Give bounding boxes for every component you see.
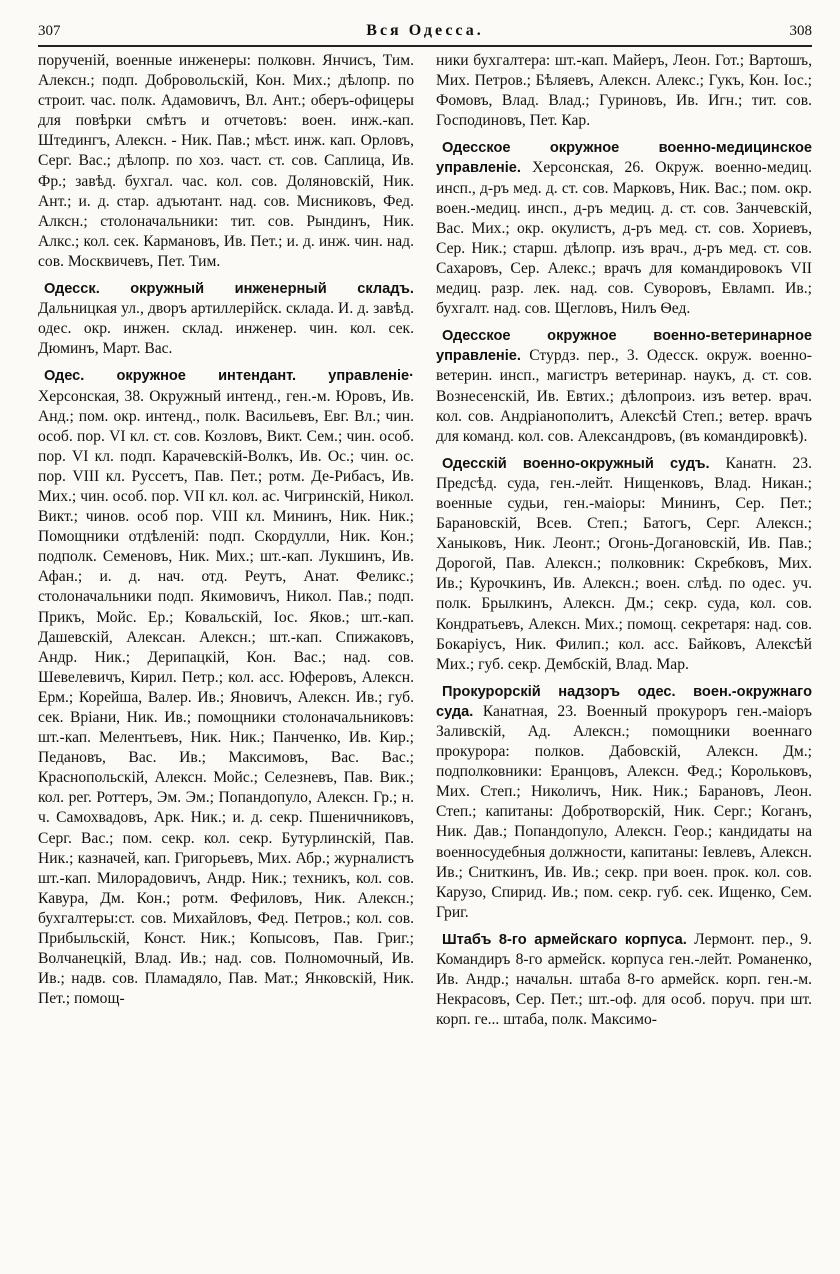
- entry-heading: Одес. окружное интендант. управленіе·: [44, 368, 414, 385]
- directory-entry: [436, 454, 812, 675]
- entry-text: Дальницкая ул., дворъ артиллерійск. склада. И. д. завѣд. одес. окр. инжен. склад. инженер. чин. кол. сек. Дюминъ, Март. Вас.: [38, 300, 414, 358]
- entry-text: Херсонская, 38. Окружный интенд., ген.-м. Юровъ, Ив. Анд.; пом. окр. интенд., полк. Васильевъ, Евг. Вл.; чин. особ. пор. VI кл. ст. сов. Козловъ, Викт. Сем.; чин. особ. пор. VI кл. подп. Карачевскій-Волкъ, Ив. Ос.; чин. ос. пор. VIII кл. Руссетъ, Пав. Пет.; ротм. Де-Рибасъ, Ив. Мих.; чин. особ. пор. VII кл. кол. ас. Чигринскій, Никол. Викт.; чинов. особ пор. VIII кл. Мининъ, Ник. Ник.; Помощники отдѣленій: подп. Скордулли, Ник. Кон.; подполк. Семеновъ, Ник. Мих.; шт.-кап. Лукшинъ, Ив. Афан.; и. д. нач. отд. Реутъ, Анат. Феликс.; столоначальники подп. Якимовичъ, Никол. Пав.; подп. Прикъ, Мойс. Ер.; Ковальскій, Іос. Яков.; шт.-кап. Дашевскій, Алексан. Алексн.; шт.-кап. Спижаковъ, Андр. Ник.; Дерипацкій, Кон. Вас.; над. сов. Шевелевичъ, Кирил. Петр.; кол. асс. Юферовъ, Алексн. Ерм.; Корейша, Валер. Ив.; Яновичъ, Алексн. Ив.; губ. сек. Вріани, Ник. Ив.; помощники столоначальниковъ: шт.-кап. Мелентьевъ, Ник. Ник.; Панченко, Ив. Кир.; Педановъ, Вас. Ив.; Максимовъ, Вас. Вас.; Краснопольскій, Алексн. Мойс.; Селезневъ, Пав. Вик.; кол. рег. Роттеръ, Эм. Эм.; Попандопуло, Алексн. Гр.; н. ч. Самохвадовъ, Арк. Ник.; и. д. секр. Пшеничниковъ, Серг. Вас.; пом. секр. кол. секр. Бутурлинскій, Пав. Ник.; казначей, кап. Григорьевъ, Мих. Абр.; журналистъ шт.-кап. Милорадовичъ, Андр. Ник.; техникъ, кол. сов. Кавура, Дм. Кон.; ротм. Фефиловъ, Ник. Алексн.; бухгалтеры:ст. сов. Михайловъ, Фед. Петров.; кол. сов. Прибыльскій, Конст. Ник.; Копысовъ, Пав. Григ.; Волчанецкій, Влад. Ив.; над. сов. Полномочный, Ив. Ив.; надв. сов. Пламадяло, Пав. Мат.; Янковскій, Ник. Пет.; помощ-: [38, 387, 414, 1008]
- header-rule: [38, 45, 812, 47]
- entry-heading: Одесск. окружный инженерный складъ.: [44, 281, 414, 298]
- entry-text: ники бухгалтера: шт.-кап. Майеръ, Леон. Гот.; Вартошъ, Мих. Петров.; Бѣляевъ, Алексн. Алекс.; Гукъ, Кон. Іос.; Фомовъ, Влад. Влад.; Гуриновъ, Ив. Игн.; тит. сов. Господиновъ, Пет. Кар.: [436, 52, 812, 130]
- directory-entry: [38, 51, 414, 272]
- directory-entry: [436, 51, 812, 131]
- entry-heading: Одесскій военно-окружный судъ.: [442, 455, 710, 472]
- page-number-left: 307: [38, 23, 61, 39]
- entry-text: Канатн. 23. Предсѣд. суда, ген.-лейт. Нищенковъ, Влад. Никан.; военные судьи, ген.-маіоры: Мининъ, Сер. Пет.; Барановскій, Всев. Степ.; Батогъ, Серг. Алексн.; Ханыковъ, Ник. Леонт.; Огонь-Догановскій, Ив. Пав.; Дорогой, Пав. Алексн.; полковник: Скребковъ, Мих. Ив.; Курочкинъ, Ив. Алексн.; воен. слѣд. по одес. уч. полк. Брылкинъ, Алексн. Дм.; секр. суда, кол. сов. Кондратьевъ, Алексн. Мих.; помощ. секретаря: над. сов. Бокаріусъ, Ник. Филип.; кол. асс. Байковъ, Алексѣй Мих.; губ. секр. Дембскій, Влад. Мар.: [436, 454, 812, 673]
- directory-entry: [38, 366, 414, 1009]
- running-title: Вся Одесса.: [366, 22, 484, 39]
- entry-text: Лермонт. пер., 9. Командиръ 8-го армейск. корпуса ген.-лейт. Романенко, Ив. Андр.; начальн. штаба 8-го армейск. корп. ген.-м. Некрасовъ, Сер. Пет.; шт.-оф. для особ. поруч. при шт. корп. ге... штаба, полк. Максимо-: [436, 930, 812, 1029]
- page-number-right: 308: [789, 23, 812, 39]
- directory-entry: [436, 326, 812, 447]
- entry-text: Канатная, 23. Военный прокуроръ ген.-маіоръ Заливскій, Ад. Алексн.; помощники военнаго прокурора: полков. Дабовскій, Алексн. Дм.; подполковники: Еранцовъ, Алексн. Фед.; Корольковъ, Мих. Степ.; Николичъ, Ник. Ник.; Барановъ, Леон. Степ.; капитаны: Добротворскій, Ник. Серг.; Коганъ, Ник. Дав.; Попандопуло, Алексн. Геор.; кандидаты на военносудебныя должности, капитаны: Іевлевъ, Алексн. Ив.; Сниткинъ, Ив. Ив.; секр. при воен. прок. кол. сов. Карузо, Спирид. Ив.; пом. секр. губ. сек. Ищенко, Сем. Григ.: [436, 702, 812, 921]
- entry-heading: Одесское окружное военно-медицинское управленіе.: [436, 140, 812, 177]
- entry-heading: Штабъ 8-го армейскаго корпуса.: [442, 931, 687, 948]
- entry-heading: Прокурорскій надзоръ одес. воен.-окружнаго суда.: [436, 683, 812, 720]
- directory-entry: [436, 138, 812, 319]
- entry-text: порученій, военные инженеры: полковн. Янчисъ, Тим. Алексн.; подп. Добровольскій, Кон. Мих.; дѣлопр. по строит. час. полк. Адамовичъ, Вл. Ант.; оберъ-офицеры для повѣрки смѣтъ и отчетовъ: воен. инж.-кап. Штедингъ, Алексн. - Ник. Пав.; мѣст. инж. кап. Орловъ, Серг. Вас.; дѣлопр. по хоз. част. ст. сов. Саплица, Ив. Фр.; завѣд. бухгал. час. кол. сов. Доляновскій, Ник. Ант.; и. д. стар. адъютант. над. сов. Мисниковъ, Фед. Алксн.; столоначальники: тит. сов. Рындинъ, Ник. Алкс.; кол. сек. Кармановъ, Ив. Пет.; и. д. инж. чин. над. сов. Москвичевъ, Пет. Тим.: [38, 52, 414, 270]
- right-column: [436, 51, 812, 1037]
- directory-entry: [436, 682, 812, 923]
- directory-entry: [38, 279, 414, 359]
- left-column: [38, 51, 414, 1037]
- entry-text: Стурдз. пер., 3. Одесск. окруж. военно-ветерин. инсп., магистръ ветеринар. наукъ, д. ст. сов. Вознесенскій, Ив. Евтих.; дѣлопроиз. изъ ветер. врач. кол. сов. Андріанополитъ, Алексѣй Степ.; ветер. врачъ для команд. кол. сов. Александровъ, (въ командировкѣ).: [436, 347, 812, 445]
- text-columns: [38, 51, 812, 1037]
- running-header: [38, 20, 812, 42]
- entry-heading: Одесское окружное военно-ветеринарное управленіе.: [436, 328, 812, 365]
- entry-text: Херсонская, 26. Окруж. военно-медиц. инсп., д-ръ мед. д. ст. сов. Марковъ, Ник. Вас.; пом. окр. воен.-медиц. инсп., д-ръ медиц. д. ст. сов. Занчевскій, Вас. Мих.; окр. окулистъ, д-ръ мед. ст. сов. Хориевъ, Сер. Ник.; старш. дѣлопр. изъ врач., д-ръ мед. ст. сов. Сахаровъ, Сер. Алекс.; врачъ для командировокъ VII медиц. разр. лек. над. сов. Суворовъ, Евламп. Ив.; бухгалт. над. сов. Щегловъ, Нилъ Ѳед.: [436, 159, 812, 318]
- directory-entry: [436, 930, 812, 1030]
